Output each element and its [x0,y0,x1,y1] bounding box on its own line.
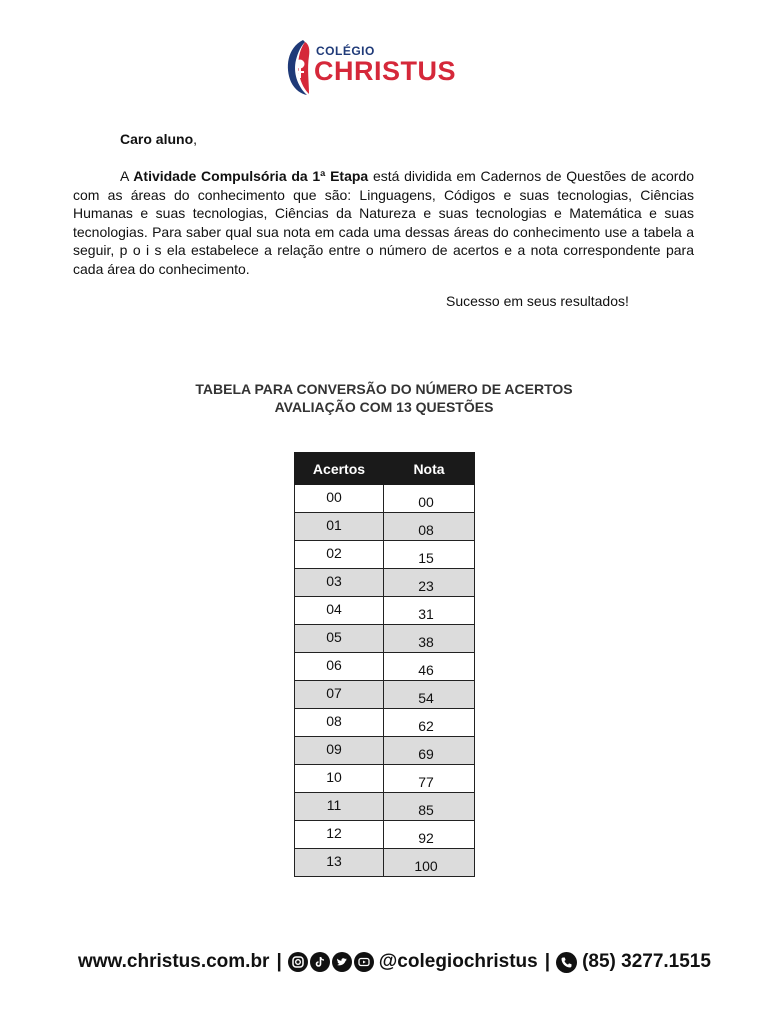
para-rest: está dividida em Cadernos de Questões de acordo com as áreas do conhecimento que são: Linguagens, Códigos e suas tecnologias, Ciências Humanas e suas tecnologias, Ciências da Natureza e suas tecnologias e Matemática e suas tecnologias. Para saber qual sua nota em cada uma dessas áreas do conhecimento use a tabela a seguir, p o i s ela estabelece a relação entre o número de acertos e a nota correspondente para cada área do conhecimento. [73,168,694,277]
logo-small-text: COLÉGIO [316,44,375,58]
acertos-cell: 10 [295,765,384,793]
greeting [120,131,197,147]
para-start: A [120,168,134,184]
para-bold: Atividade Compulsória da 1ª Etapa [133,168,369,184]
nota-cell: 77 [384,765,475,793]
footer-separator: | [276,951,282,972]
greeting-text: Caro aluno [120,131,194,147]
nota-cell: 54 [384,681,475,709]
table-row [295,541,475,569]
acertos-cell: 09 [295,737,384,765]
table-row [295,513,475,541]
acertos-cell: 11 [295,793,384,821]
table-title: TABELA PARA CONVERSÃO DO NÚMERO DE ACERTOS [195,381,573,397]
greeting-punct: , [193,131,198,147]
table-row [295,569,475,597]
acertos-cell: 13 [295,849,384,877]
acertos-cell: 07 [295,681,384,709]
table-header-row [295,453,475,485]
acertos-cell: 00 [295,485,384,513]
nota-cell: 23 [384,569,475,597]
christus-emblem-icon [283,38,313,96]
table-row [295,625,475,653]
acertos-cell: 04 [295,597,384,625]
youtube-icon[interactable] [354,952,374,972]
nota-cell: 92 [384,821,475,849]
acertos-cell: 03 [295,569,384,597]
nota-cell: 15 [384,541,475,569]
acertos-cell: 02 [295,541,384,569]
footer-separator-2: | [544,951,551,972]
footer-handle[interactable]: @colegiochristus [378,951,538,972]
table-row [295,793,475,821]
table-row [295,485,475,513]
table-row [295,821,475,849]
header-acertos: Acertos [295,453,384,485]
nota-cell: 69 [384,737,475,765]
acertos-cell: 05 [295,625,384,653]
instagram-icon[interactable] [288,952,308,972]
footer-website[interactable]: www.christus.com.br [78,951,270,972]
letter-paragraph [73,167,694,278]
table-row [295,765,475,793]
footer-phone[interactable]: (85) 3277.1515 [582,951,711,972]
table-row [295,597,475,625]
acertos-cell: 08 [295,709,384,737]
acertos-cell: 12 [295,821,384,849]
closing-line: Sucesso em seus resultados! [446,293,629,309]
header-nota: Nota [384,453,475,485]
nota-cell: 08 [384,513,475,541]
social-icons [288,952,374,972]
nota-cell: 100 [384,849,475,877]
nota-cell: 31 [384,597,475,625]
footer [78,948,711,976]
nota-cell: 00 [384,485,475,513]
table-row [295,653,475,681]
tiktok-icon[interactable] [310,952,330,972]
conversion-table [294,452,475,877]
school-logo [283,38,463,98]
table-row [295,681,475,709]
logo-big-text: CHRISTUS [314,56,457,86]
nota-cell: 38 [384,625,475,653]
table-row [295,709,475,737]
table-subtitle: AVALIAÇÃO COM 13 QUESTÕES [274,399,494,415]
nota-cell: 85 [384,793,475,821]
acertos-cell: 01 [295,513,384,541]
acertos-cell: 06 [295,653,384,681]
table-row [295,737,475,765]
nota-cell: 62 [384,709,475,737]
twitter-icon[interactable] [332,952,352,972]
nota-cell: 46 [384,653,475,681]
table-row [295,849,475,877]
phone-icon [556,952,577,973]
